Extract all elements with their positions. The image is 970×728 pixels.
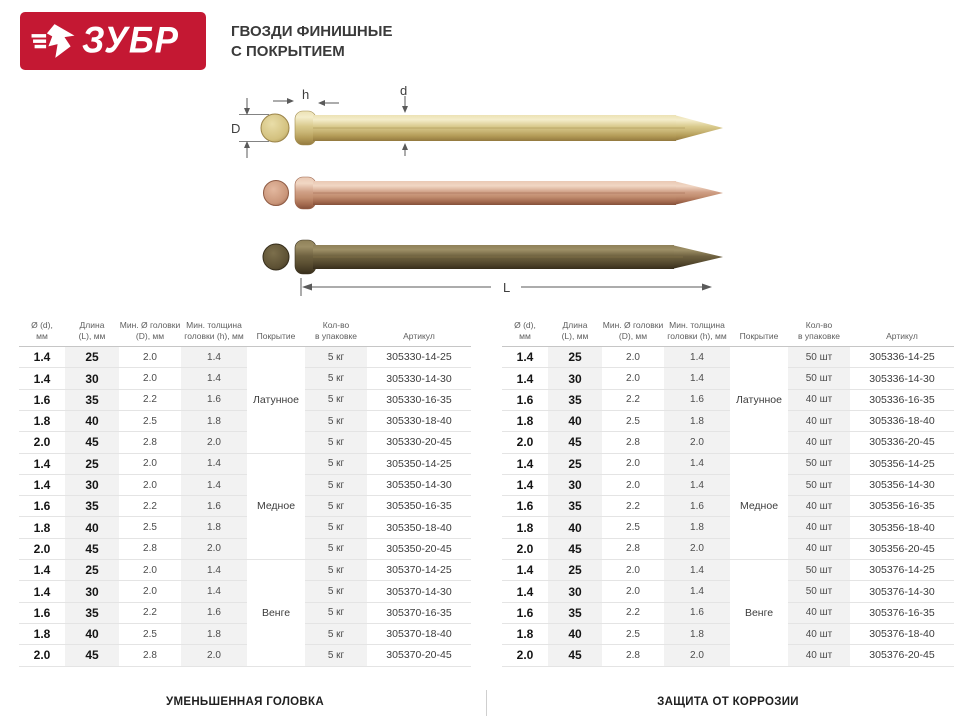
- cell-head-diameter: 2.2: [602, 602, 664, 623]
- cell-length: 40: [65, 410, 119, 431]
- cell-diameter: 2.0: [19, 538, 65, 559]
- table-row: [19, 453, 471, 474]
- cell-coating: Латунное: [247, 347, 305, 453]
- cell-diameter: 1.6: [502, 602, 548, 623]
- cell-head-diameter: 2.0: [602, 581, 664, 602]
- cell-length: 25: [65, 453, 119, 474]
- cell-diameter: 1.4: [19, 560, 65, 581]
- cell-head-thickness: 2.0: [664, 432, 730, 453]
- cell-coating: Венге: [247, 560, 305, 666]
- cell-coating: Медное: [730, 453, 788, 559]
- cell-length: 35: [548, 496, 602, 517]
- col-header-2: Мин. Ø головки (D), мм: [119, 314, 181, 347]
- cell-head-diameter: 2.5: [602, 623, 664, 644]
- cell-article: 305370-20-45: [367, 645, 471, 666]
- cell-head-thickness: 2.0: [181, 432, 247, 453]
- cell-head-thickness: 1.4: [181, 368, 247, 389]
- cell-coating: Медное: [247, 453, 305, 559]
- cell-length: 35: [548, 602, 602, 623]
- cell-diameter: 2.0: [502, 645, 548, 666]
- cell-diameter: 2.0: [502, 538, 548, 559]
- cell-pack-qty: 40 шт: [788, 389, 850, 410]
- cell-head-diameter: 2.8: [119, 645, 181, 666]
- cell-head-diameter: 2.8: [602, 432, 664, 453]
- cell-pack-qty: 40 шт: [788, 645, 850, 666]
- cell-diameter: 1.8: [502, 623, 548, 644]
- cell-diameter: 1.6: [502, 496, 548, 517]
- cell-article: 305336-16-35: [850, 389, 954, 410]
- cell-length: 35: [65, 602, 119, 623]
- cell-length: 35: [548, 389, 602, 410]
- nail-diagram: [225, 86, 745, 310]
- cell-coating: Латунное: [730, 347, 788, 453]
- table-row: [502, 538, 954, 559]
- cell-article: 305356-20-45: [850, 538, 954, 559]
- cell-diameter: 1.4: [19, 581, 65, 602]
- table-row: [19, 410, 471, 431]
- table-row: [19, 432, 471, 453]
- col-header-3: Мин. толщина головки (h), мм: [181, 314, 247, 347]
- table-row: [19, 474, 471, 495]
- cell-head-thickness: 1.4: [664, 347, 730, 368]
- cell-diameter: 1.4: [502, 474, 548, 495]
- cell-head-thickness: 1.4: [664, 453, 730, 474]
- col-header-4: Покрытие: [247, 314, 305, 347]
- cell-article: 305330-14-25: [367, 347, 471, 368]
- cell-head-diameter: 2.5: [119, 517, 181, 538]
- cell-pack-qty: 40 шт: [788, 410, 850, 431]
- table-row: [502, 389, 954, 410]
- cell-article: 305376-18-40: [850, 623, 954, 644]
- cell-length: 40: [548, 623, 602, 644]
- table-row: [19, 496, 471, 517]
- table-row: [502, 623, 954, 644]
- table-row: [502, 410, 954, 431]
- bison-icon: [30, 20, 76, 62]
- cell-article: 305350-14-30: [367, 474, 471, 495]
- cell-article: 305376-14-25: [850, 560, 954, 581]
- cell-head-thickness: 2.0: [664, 538, 730, 559]
- cell-head-diameter: 2.8: [602, 538, 664, 559]
- cell-article: 305356-14-25: [850, 453, 954, 474]
- table-row: [19, 389, 471, 410]
- cell-head-thickness: 2.0: [664, 645, 730, 666]
- cell-pack-qty: 5 кг: [305, 645, 367, 666]
- cell-pack-qty: 5 кг: [305, 432, 367, 453]
- cell-diameter: 1.8: [19, 623, 65, 644]
- table-row: [502, 517, 954, 538]
- cell-diameter: 2.0: [502, 432, 548, 453]
- cell-head-thickness: 1.4: [664, 581, 730, 602]
- cell-head-thickness: 1.8: [181, 623, 247, 644]
- cell-pack-qty: 5 кг: [305, 602, 367, 623]
- cell-head-thickness: 1.4: [181, 474, 247, 495]
- cell-article: 305356-14-30: [850, 474, 954, 495]
- cell-head-diameter: 2.0: [602, 474, 664, 495]
- cell-article: 305350-16-35: [367, 496, 471, 517]
- cell-pack-qty: 5 кг: [305, 517, 367, 538]
- cell-article: 305376-14-30: [850, 581, 954, 602]
- cell-pack-qty: 5 кг: [305, 538, 367, 559]
- label-D: D: [231, 121, 241, 136]
- table-row: [502, 496, 954, 517]
- cell-head-thickness: 1.8: [181, 517, 247, 538]
- cell-length: 45: [548, 538, 602, 559]
- cell-diameter: 1.4: [19, 474, 65, 495]
- cell-pack-qty: 50 шт: [788, 347, 850, 368]
- cell-article: 305350-20-45: [367, 538, 471, 559]
- cell-article: 305370-14-30: [367, 581, 471, 602]
- page-title-line2: С ПОКРЫТИЕМ: [231, 43, 345, 60]
- page-title-line1: ГВОЗДИ ФИНИШНЫЕ: [231, 23, 393, 40]
- cell-article: 305370-14-25: [367, 560, 471, 581]
- col-header-6: Артикул: [367, 314, 471, 347]
- nail-copper: [264, 177, 724, 209]
- cell-head-thickness: 1.8: [181, 410, 247, 431]
- table-row: [502, 645, 954, 666]
- cell-article: 305376-16-35: [850, 602, 954, 623]
- cell-head-diameter: 2.0: [602, 453, 664, 474]
- cell-pack-qty: 5 кг: [305, 389, 367, 410]
- cell-diameter: 1.6: [19, 496, 65, 517]
- cell-article: 305336-14-25: [850, 347, 954, 368]
- col-header-3: Мин. толщина головки (h), мм: [664, 314, 730, 347]
- cell-head-diameter: 2.0: [119, 347, 181, 368]
- cell-head-thickness: 1.6: [181, 496, 247, 517]
- cell-diameter: 1.4: [502, 560, 548, 581]
- table-row: [502, 368, 954, 389]
- cell-length: 45: [65, 645, 119, 666]
- cell-pack-qty: 5 кг: [305, 410, 367, 431]
- cell-head-diameter: 2.5: [119, 410, 181, 431]
- cell-pack-qty: 40 шт: [788, 623, 850, 644]
- cell-pack-qty: 50 шт: [788, 560, 850, 581]
- cell-length: 25: [548, 560, 602, 581]
- cell-pack-qty: 50 шт: [788, 581, 850, 602]
- table-row: [19, 347, 471, 368]
- cell-length: 40: [65, 517, 119, 538]
- cell-length: 25: [548, 347, 602, 368]
- cell-head-thickness: 1.4: [181, 581, 247, 602]
- cell-head-diameter: 2.2: [119, 602, 181, 623]
- cell-head-thickness: 1.6: [181, 602, 247, 623]
- cell-diameter: 1.4: [19, 368, 65, 389]
- cell-head-thickness: 1.4: [181, 453, 247, 474]
- cell-length: 30: [65, 474, 119, 495]
- cell-article: 305370-16-35: [367, 602, 471, 623]
- cell-head-thickness: 1.8: [664, 623, 730, 644]
- cell-diameter: 1.8: [19, 517, 65, 538]
- cell-article: 305336-14-30: [850, 368, 954, 389]
- cell-pack-qty: 5 кг: [305, 581, 367, 602]
- cell-pack-qty: 50 шт: [788, 453, 850, 474]
- cell-diameter: 1.6: [502, 389, 548, 410]
- cell-length: 40: [548, 410, 602, 431]
- cell-diameter: 2.0: [19, 432, 65, 453]
- cell-head-thickness: 1.4: [181, 560, 247, 581]
- cell-head-diameter: 2.5: [602, 517, 664, 538]
- cell-head-thickness: 1.6: [181, 389, 247, 410]
- cell-article: 305330-20-45: [367, 432, 471, 453]
- label-d: d: [400, 86, 408, 98]
- cell-pack-qty: 5 кг: [305, 474, 367, 495]
- table-row: [19, 538, 471, 559]
- cell-head-thickness: 1.8: [664, 410, 730, 431]
- cell-article: 305356-16-35: [850, 496, 954, 517]
- footer-divider: [486, 690, 487, 716]
- table-row: [19, 368, 471, 389]
- cell-diameter: 1.4: [19, 453, 65, 474]
- cell-article: 305330-16-35: [367, 389, 471, 410]
- cell-head-diameter: 2.8: [119, 432, 181, 453]
- table-row: [502, 432, 954, 453]
- cell-head-diameter: 2.8: [602, 645, 664, 666]
- footer-feature-left: УМЕНЬШЕННАЯ ГОЛОВКА: [166, 696, 324, 708]
- cell-length: 25: [65, 560, 119, 581]
- spec-table-count: [502, 314, 954, 667]
- logo-text: ЗУБР: [82, 20, 179, 61]
- cell-pack-qty: 5 кг: [305, 623, 367, 644]
- col-header-4: Покрытие: [730, 314, 788, 347]
- cell-head-thickness: 1.4: [664, 368, 730, 389]
- cell-head-diameter: 2.0: [119, 474, 181, 495]
- cell-length: 45: [65, 432, 119, 453]
- table-row: [19, 517, 471, 538]
- col-header-6: Артикул: [850, 314, 954, 347]
- nail-brass: [261, 111, 723, 145]
- cell-pack-qty: 50 шт: [788, 474, 850, 495]
- cell-head-diameter: 2.2: [602, 496, 664, 517]
- table-row: [502, 474, 954, 495]
- cell-diameter: 1.4: [502, 347, 548, 368]
- zubr-logo: [20, 12, 206, 70]
- table-row: [502, 602, 954, 623]
- col-header-1: Длина (L), мм: [65, 314, 119, 347]
- cell-head-diameter: 2.2: [119, 389, 181, 410]
- col-header-0: Ø (d), мм: [502, 314, 548, 347]
- cell-head-diameter: 2.0: [602, 368, 664, 389]
- col-header-2: Мин. Ø головки (D), мм: [602, 314, 664, 347]
- cell-pack-qty: 5 кг: [305, 368, 367, 389]
- cell-diameter: 2.0: [19, 645, 65, 666]
- footer-feature-right: ЗАЩИТА ОТ КОРРОЗИИ: [657, 696, 799, 708]
- cell-length: 25: [548, 453, 602, 474]
- cell-length: 40: [65, 623, 119, 644]
- cell-length: 30: [65, 581, 119, 602]
- cell-head-diameter: 2.0: [119, 581, 181, 602]
- cell-pack-qty: 40 шт: [788, 496, 850, 517]
- col-header-5: Кол-во в упаковке: [305, 314, 367, 347]
- cell-head-thickness: 1.4: [664, 560, 730, 581]
- cell-head-thickness: 2.0: [181, 538, 247, 559]
- cell-diameter: 1.4: [502, 453, 548, 474]
- label-h: h: [302, 87, 310, 102]
- cell-length: 45: [65, 538, 119, 559]
- cell-head-diameter: 2.0: [119, 453, 181, 474]
- table-row: [502, 347, 954, 368]
- table-row: [502, 581, 954, 602]
- table-row: [19, 623, 471, 644]
- cell-length: 30: [548, 368, 602, 389]
- col-header-1: Длина (L), мм: [548, 314, 602, 347]
- cell-head-diameter: 2.0: [602, 560, 664, 581]
- table-row: [19, 581, 471, 602]
- cell-article: 305376-20-45: [850, 645, 954, 666]
- table-row: [19, 560, 471, 581]
- cell-head-diameter: 2.8: [119, 538, 181, 559]
- cell-length: 25: [65, 347, 119, 368]
- cell-pack-qty: 5 кг: [305, 560, 367, 581]
- cell-diameter: 1.8: [502, 517, 548, 538]
- cell-article: 305330-14-30: [367, 368, 471, 389]
- cell-head-thickness: 1.8: [664, 517, 730, 538]
- cell-diameter: 1.6: [19, 389, 65, 410]
- nail-wenge: [263, 240, 723, 274]
- cell-diameter: 1.6: [19, 602, 65, 623]
- cell-pack-qty: 5 кг: [305, 496, 367, 517]
- cell-article: 305350-14-25: [367, 453, 471, 474]
- cell-length: 35: [65, 496, 119, 517]
- cell-article: 305330-18-40: [367, 410, 471, 431]
- cell-head-diameter: 2.2: [119, 496, 181, 517]
- cell-length: 30: [548, 581, 602, 602]
- table-row: [502, 453, 954, 474]
- cell-length: 30: [548, 474, 602, 495]
- page-title: [231, 22, 392, 62]
- cell-head-thickness: 1.4: [181, 347, 247, 368]
- cell-pack-qty: 50 шт: [788, 368, 850, 389]
- table-row: [19, 602, 471, 623]
- spec-table-weight: [19, 314, 471, 667]
- cell-length: 30: [65, 368, 119, 389]
- cell-pack-qty: 40 шт: [788, 538, 850, 559]
- cell-pack-qty: 5 кг: [305, 347, 367, 368]
- cell-head-diameter: 2.5: [602, 410, 664, 431]
- cell-diameter: 1.4: [502, 368, 548, 389]
- label-L: L: [503, 280, 511, 295]
- cell-head-thickness: 1.6: [664, 496, 730, 517]
- col-header-0: Ø (d), мм: [19, 314, 65, 347]
- cell-coating: Венге: [730, 560, 788, 666]
- cell-length: 40: [548, 517, 602, 538]
- cell-article: 305356-18-40: [850, 517, 954, 538]
- cell-head-thickness: 1.6: [664, 602, 730, 623]
- cell-pack-qty: 40 шт: [788, 602, 850, 623]
- cell-length: 35: [65, 389, 119, 410]
- cell-diameter: 1.4: [19, 347, 65, 368]
- cell-article: 305370-18-40: [367, 623, 471, 644]
- table-row: [19, 645, 471, 666]
- cell-length: 45: [548, 645, 602, 666]
- cell-head-thickness: 2.0: [181, 645, 247, 666]
- cell-pack-qty: 40 шт: [788, 517, 850, 538]
- cell-length: 45: [548, 432, 602, 453]
- cell-diameter: 1.4: [502, 581, 548, 602]
- cell-diameter: 1.8: [19, 410, 65, 431]
- cell-head-diameter: 2.0: [602, 347, 664, 368]
- cell-diameter: 1.8: [502, 410, 548, 431]
- cell-head-thickness: 1.6: [664, 389, 730, 410]
- cell-article: 305336-20-45: [850, 432, 954, 453]
- cell-head-diameter: 2.5: [119, 623, 181, 644]
- col-header-5: Кол-во в упаковке: [788, 314, 850, 347]
- cell-head-diameter: 2.2: [602, 389, 664, 410]
- cell-head-thickness: 1.4: [664, 474, 730, 495]
- cell-pack-qty: 40 шт: [788, 432, 850, 453]
- cell-article: 305336-18-40: [850, 410, 954, 431]
- cell-head-diameter: 2.0: [119, 560, 181, 581]
- table-row: [502, 560, 954, 581]
- cell-head-diameter: 2.0: [119, 368, 181, 389]
- cell-pack-qty: 5 кг: [305, 453, 367, 474]
- cell-article: 305350-18-40: [367, 517, 471, 538]
